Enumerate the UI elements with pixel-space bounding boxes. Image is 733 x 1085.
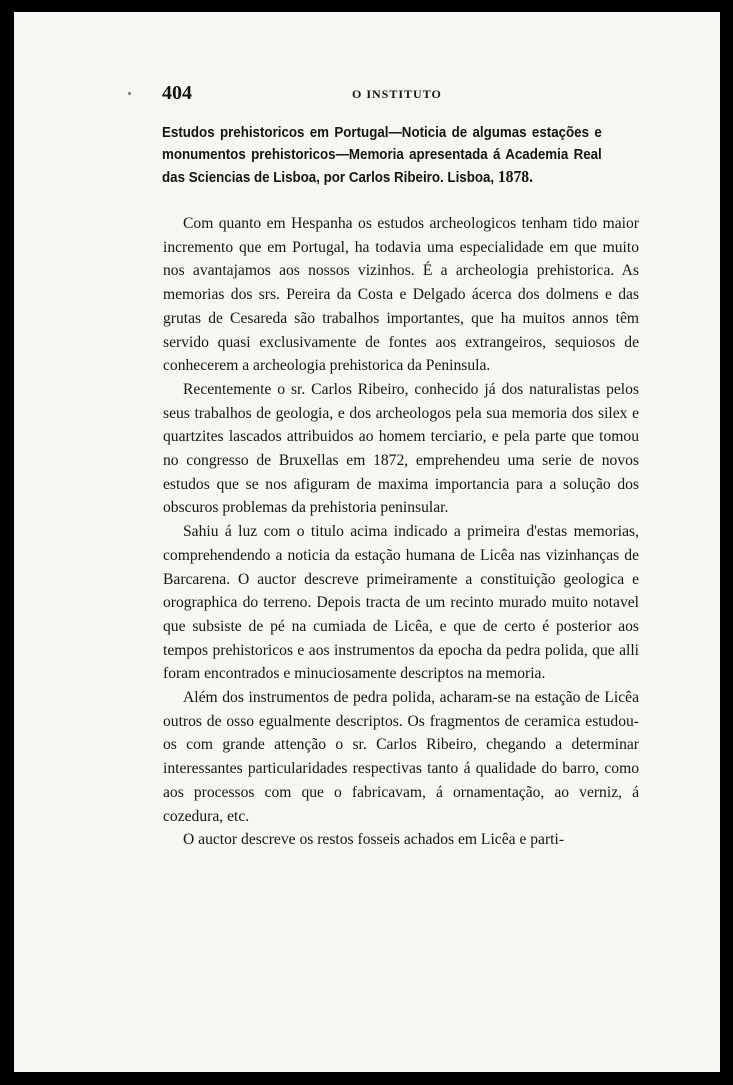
paragraph: Além dos instrumentos de pedra polida, acharam-se na estação de Licêa outros de osso egualmente descriptos. Os fragmentos de ceramica estudou-os com grande attenção o sr. Carlos Ribeiro, chegando a determinar interessantes particularidades respectivas tanto á qualidade do barro, como aos processos com que o fabricavam, á ornamentação, ao verniz, á cozedura, etc.	[163, 689, 639, 825]
review-citation	[162, 122, 602, 189]
page-number: 404	[162, 82, 192, 104]
page-header	[162, 82, 662, 110]
book-page	[14, 12, 720, 1072]
review-body	[163, 212, 639, 852]
paragraph: Sahiu á luz com o titulo acima indicado a primeira d'estas memorias, comprehendendo a noticia da estação humana de Licêa nas vizinhanças de Barcarena. O auctor descreve primeiramente a constituição geologica e orographica do terreno. Depois tracta de um recinto murado muito notavel que subsiste de pé na cumiada de Licêa, e que de certo é posterior aos tempos prehistoricos e aos instrumentos da epocha da pedra polida, que alli foram encontrados e minuciosamente descriptos na memoria.	[163, 523, 639, 683]
paragraph: O auctor descreve os restos fosseis achados em Licêa e parti-	[183, 831, 565, 849]
paragraph: Recentemente o sr. Carlos Ribeiro, conhecido já dos naturalistas pelos seus trabalhos de geologia, e dos archeologos pela sua memoria dos silex e quartzites lascados attribuidos ao homem terciario, e pela parte que tomou no congresso de Bruxellas em 1872, emprehendeu uma serie de novos estudos que se nos afiguram de maxima importancia para a solução dos obscuros problemas da prehistoria peninsular.	[163, 380, 639, 517]
running-head: O INSTITUTO	[352, 87, 442, 101]
citation-year: 1878.	[497, 167, 534, 186]
paragraph: Com quanto em Hespanha os estudos archeologicos tenham tido maior incremento que em Portugal, ha todavia uma especialidade em que muito nos avantajamos aos nossos vizinhos. É a archeologia prehistorica. As memorias dos srs. Pereira da Costa e Delgado ácerca dos dolmens e das grutas de Cesareda são trabalhos importantes, que ha muitos annos têm servido quasi exclusivamente de fontes aos extrangeiros, sequiosos de conhecerem a archeologia prehistorica da Peninsula.	[163, 215, 639, 375]
citation-text: Estudos prehistoricos em Portugal—Noticia de algumas estações e monumentos prehistoricos—Memoria apresentada á Academia Real das Sciencias de Lisboa, por Carlos Ribeiro. Lisboa,	[162, 125, 602, 186]
page-speck	[128, 92, 131, 95]
